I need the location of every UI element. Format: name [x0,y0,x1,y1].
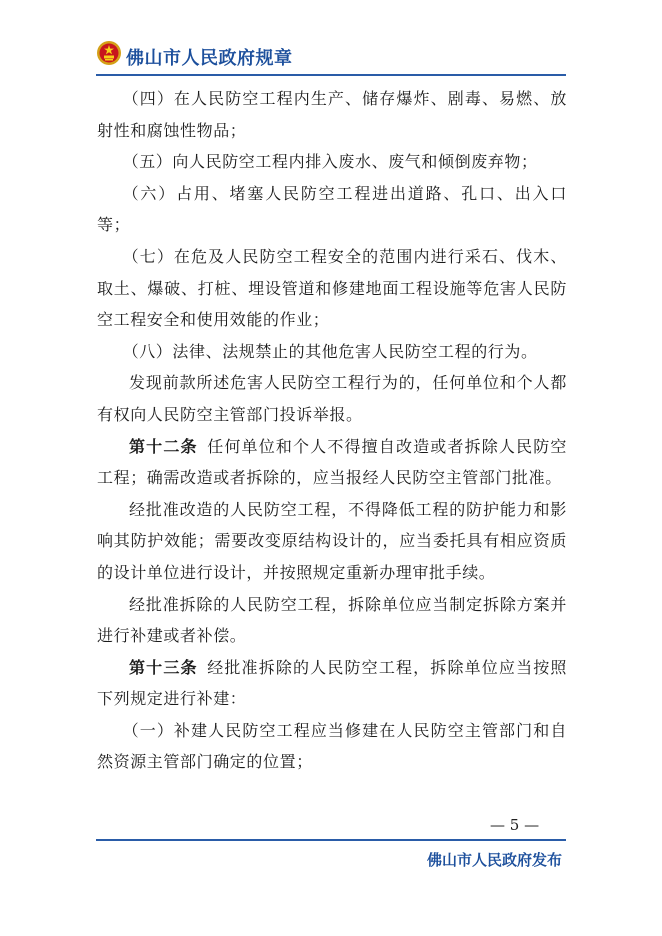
article-12-text: 任何单位和个人不得擅自改造或者拆除人民防空工程；确需改造或者拆除的，应当报经人民防空主管部门批准。 [97,436,567,488]
paragraph-report: 发现前款所述危害人民防空工程行为的，任何单位和个人都有权向人民防空主管部门投诉举报。 [97,373,567,424]
article-13 [97,652,567,715]
paragraph-demolition: 经批准拆除的人民防空工程，拆除单位应当制定拆除方案并进行补建或者补偿。 [97,594,567,646]
paragraph-item-7: （七）在危及人民防空工程安全的范围内进行采石、伐木、取土、爆破、打桩、埋设管道和修建地面工程设施等危害人民防空工程安全和使用效能的作业； [97,246,567,330]
paragraph-renovation: 经批准改造的人民防空工程，不得降低工程的防护能力和影响其防护效能；需要改变原结构设计的，应当委托具有相应资质的设计单位进行设计，并按照规定重新办理审批手续。 [97,499,567,582]
article-13-heading: 第十三条 [129,657,198,677]
page-number: — 5 — [490,816,540,834]
header-divider [96,74,566,76]
paragraph-item-8: （八）法律、法规禁止的其他危害人民防空工程的行为。 [122,341,538,361]
document-body [97,83,567,778]
national-emblem-icon [96,40,122,66]
footer-publisher: 佛山市人民政府发布 [426,851,562,869]
page-header [96,38,566,78]
paragraph-item-6: （六）占用、堵塞人民防空工程进出道路、孔口、出入口等； [97,183,567,235]
article-12 [97,431,567,494]
footer-divider [96,839,566,841]
article-13-text: 经批准拆除的人民防空工程，拆除单位应当按照下列规定进行补建： [97,657,567,709]
paragraph-item-4: （四）在人民防空工程内生产、储存爆炸、剧毒、易燃、放射性和腐蚀性物品； [97,89,567,140]
paragraph-item-1: （一）补建人民防空工程应当修建在人民防空主管部门和自然资源主管部门确定的位置； [97,720,567,772]
header-title: 佛山市人民政府规章 [126,48,293,69]
paragraph-item-5: （五）向人民防空工程内排入废水、废气和倾倒废弃物； [122,152,538,172]
article-12-heading: 第十二条 [129,436,198,456]
